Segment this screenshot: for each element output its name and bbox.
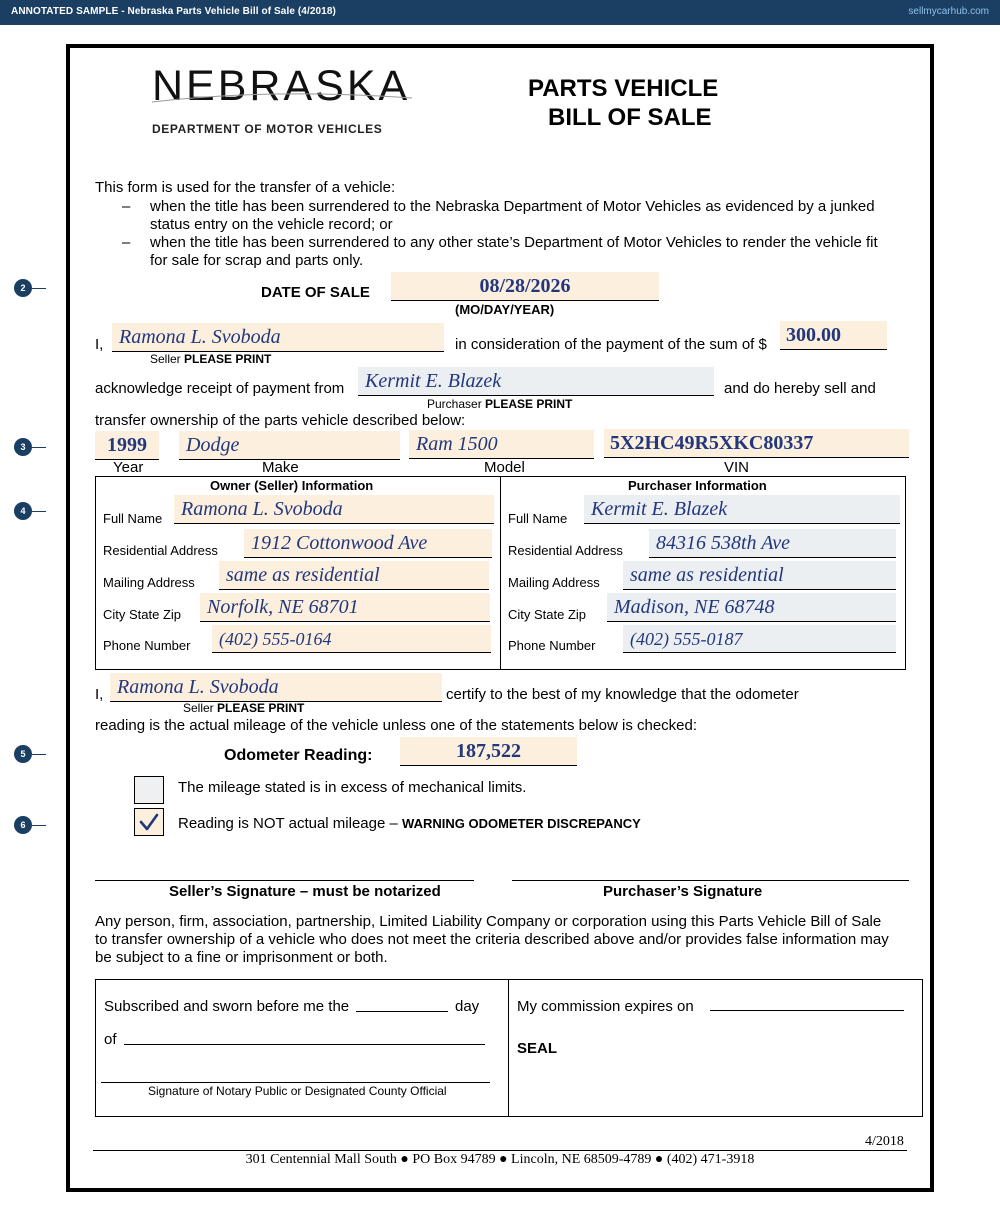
payment-amount-value: 300.00 bbox=[786, 324, 841, 346]
marker-leader bbox=[32, 288, 46, 289]
owner-phone-field[interactable] bbox=[212, 625, 491, 653]
seller-name-value: Ramona L. Svoboda bbox=[119, 326, 281, 348]
odometer-label: Odometer Reading: bbox=[224, 747, 373, 764]
annotation-marker: 2 bbox=[14, 279, 32, 297]
purchaser-mail-label: Mailing Address bbox=[508, 575, 600, 590]
marker-leader bbox=[32, 447, 46, 448]
dmv-subtitle: DEPARTMENT OF MOTOR VEHICLES bbox=[152, 122, 383, 136]
vehicle-make-field[interactable] bbox=[179, 431, 400, 460]
intro-bullet2-line2: for sale for scrap and parts only. bbox=[150, 252, 364, 269]
odometer-seller-caption: Seller PLEASE PRINT bbox=[183, 701, 305, 715]
payment-amount-field[interactable] bbox=[780, 321, 887, 350]
vehicle-model-field[interactable] bbox=[409, 430, 594, 459]
annotation-marker: 5 bbox=[14, 745, 32, 763]
reading-text: reading is the actual mileage of the vehicle unless one of the statements below is checked: bbox=[95, 717, 698, 734]
certify-text: certify to the best of my knowledge that the odometer bbox=[446, 686, 799, 703]
purchaser-name-value: Kermit E. Blazek bbox=[365, 370, 502, 392]
logo-swoosh-icon bbox=[150, 78, 415, 108]
intro-bullet1-line2: status entry on the vehicle record; or bbox=[150, 216, 393, 233]
odometer-i-prefix: I, bbox=[95, 686, 104, 703]
seller-signature-line[interactable] bbox=[95, 880, 474, 881]
notary-signature-line[interactable] bbox=[101, 1082, 490, 1083]
odometer-reading-value: 187,522 bbox=[456, 740, 521, 762]
vehicle-make-value: Dodge bbox=[186, 434, 240, 456]
purchaser-full-name-field[interactable] bbox=[584, 495, 900, 524]
notary-divider bbox=[508, 979, 509, 1117]
odometer-seller-name-value: Ramona L. Svoboda bbox=[117, 676, 279, 698]
owner-full-name-value: Ramona L. Svoboda bbox=[181, 498, 343, 520]
owner-mail-label: Mailing Address bbox=[103, 575, 195, 590]
intro-bullet2-line1: when the title has been surrendered to any other state’s Department of Motor Vehicles to render the vehicle fit bbox=[150, 234, 878, 251]
owner-full-name-label: Full Name bbox=[103, 511, 163, 526]
notary-month-field[interactable] bbox=[124, 1044, 485, 1045]
intro-lead: This form is used for the transfer of a vehicle: bbox=[95, 179, 396, 196]
form-title bbox=[528, 74, 718, 132]
purchaser-res-label: Residential Address bbox=[508, 543, 623, 558]
owner-res-field[interactable] bbox=[244, 529, 492, 558]
odometer-reading-field[interactable] bbox=[400, 737, 577, 766]
annotation-marker: 3 bbox=[14, 438, 32, 456]
date-format-hint: (MO/DAY/YEAR) bbox=[455, 302, 555, 317]
annotation-marker: 4 bbox=[14, 502, 32, 520]
owner-res-label: Residential Address bbox=[103, 543, 218, 558]
seller-name-field[interactable] bbox=[112, 323, 444, 352]
purchaser-name-field[interactable] bbox=[358, 367, 714, 396]
seller-i-prefix: I, bbox=[95, 336, 104, 353]
nebraska-logo: NEBRASKA bbox=[152, 62, 411, 110]
year-label: Year bbox=[113, 459, 144, 476]
model-label: Model bbox=[484, 459, 525, 476]
make-label: Make bbox=[262, 459, 299, 476]
date-of-sale-label: DATE OF SALE bbox=[261, 284, 370, 301]
seal-label: SEAL bbox=[517, 1040, 558, 1057]
purchaser-signature-label: Purchaser’s Signature bbox=[603, 883, 763, 900]
purchaser-caption: Purchaser PLEASE PRINT bbox=[427, 397, 573, 411]
owner-full-name-field[interactable] bbox=[174, 495, 494, 524]
owner-res-value: 1912 Cottonwood Ave bbox=[251, 532, 428, 554]
owner-phone-label: Phone Number bbox=[103, 638, 191, 653]
owner-mail-value: same as residential bbox=[226, 564, 380, 586]
vehicle-vin-value: 5X2HC49R5XKC80337 bbox=[610, 432, 814, 454]
consideration-text: in consideration of the payment of the sum of $ bbox=[455, 336, 767, 353]
purchaser-res-value: 84316 538th Ave bbox=[656, 532, 791, 554]
vin-label: VIN bbox=[724, 459, 750, 476]
annotation-banner bbox=[0, 0, 1000, 25]
purchaser-res-field[interactable] bbox=[649, 529, 896, 558]
marker-leader bbox=[32, 511, 46, 512]
purchaser-phone-label: Phone Number bbox=[508, 638, 596, 653]
banner-title: ANNOTATED SAMPLE - Nebraska Parts Vehicle Bill of Sale (4/2018) bbox=[11, 6, 336, 17]
form-title-line1: PARTS VEHICLE bbox=[528, 75, 719, 102]
commission-date-field[interactable] bbox=[710, 1010, 904, 1011]
intro-bullet1-line1: when the title has been surrendered to the Nebraska Department of Motor Vehicles as evidenced by a junked bbox=[150, 198, 875, 215]
vehicle-year-value: 1999 bbox=[107, 434, 147, 456]
owner-phone-value: (402) 555-0164 bbox=[219, 629, 332, 649]
purchaser-full-name-label: Full Name bbox=[508, 511, 568, 526]
form-title-line2: BILL OF SALE bbox=[548, 104, 712, 131]
mechanical-limits-label: The mileage stated is in excess of mechanical limits. bbox=[178, 779, 527, 796]
banner-site-link[interactable]: sellmycarhub.com bbox=[908, 6, 989, 17]
footer-address: 301 Centennial Mall South ● PO Box 94789 ● Lincoln, NE 68509-4789 ● (402) 471-3918 bbox=[245, 1152, 755, 1167]
of-text: of bbox=[104, 1031, 117, 1048]
odometer-seller-name-field[interactable] bbox=[110, 673, 442, 702]
warning-line2: to transfer ownership of a vehicle who does not meet the criteria described above and/or provides false information may bbox=[95, 931, 889, 948]
subscribed-text: Subscribed and sworn before me the bbox=[104, 998, 350, 1015]
footer-rule bbox=[93, 1150, 907, 1151]
seller-signature-label: Seller’s Signature – must be notarized bbox=[169, 883, 441, 900]
purchaser-mail-value: same as residential bbox=[630, 564, 784, 586]
bullet-dash: – bbox=[122, 234, 131, 251]
purchaser-phone-field[interactable] bbox=[623, 625, 896, 653]
purchaser-csz-value: Madison, NE 68748 bbox=[614, 596, 775, 618]
notary-day-field[interactable] bbox=[356, 1011, 448, 1012]
transfer-text: transfer ownership of the parts vehicle described below: bbox=[95, 412, 466, 429]
purchaser-signature-line[interactable] bbox=[512, 880, 909, 881]
purchaser-mail-field[interactable] bbox=[623, 561, 896, 590]
owner-heading: Owner (Seller) Information bbox=[210, 478, 374, 493]
vehicle-vin-field[interactable] bbox=[604, 429, 909, 458]
warning-line1: Any person, firm, association, partnership, Limited Liability Company or corporation using this Parts Vehicle Bill of Sale bbox=[95, 913, 882, 930]
commission-text: My commission expires on bbox=[517, 998, 694, 1015]
not-actual-mileage-checkbox[interactable] bbox=[134, 808, 164, 836]
marker-leader bbox=[32, 754, 46, 755]
purchaser-csz-field[interactable] bbox=[607, 593, 896, 622]
bullet-dash: – bbox=[122, 198, 131, 215]
date-of-sale-field[interactable] bbox=[391, 272, 659, 301]
notary-signature-label: Signature of Notary Public or Designated County Official bbox=[148, 1084, 447, 1098]
day-text: day bbox=[455, 998, 480, 1015]
owner-csz-label: City State Zip bbox=[103, 607, 182, 622]
annotation-marker: 6 bbox=[14, 816, 32, 834]
owner-csz-value: Norfolk, NE 68701 bbox=[207, 596, 359, 618]
acknowledge-text: acknowledge receipt of payment from bbox=[95, 380, 345, 397]
purchaser-full-name-value: Kermit E. Blazek bbox=[591, 498, 728, 520]
date-of-sale-value: 08/28/2026 bbox=[479, 275, 571, 297]
marker-leader bbox=[32, 825, 46, 826]
warning-line3: be subject to a fine or imprisonment or both. bbox=[95, 949, 388, 966]
not-actual-mileage-label: Reading is NOT actual mileage – WARNING ODOMETER DISCREPANCY bbox=[178, 815, 641, 832]
purchaser-phone-value: (402) 555-0187 bbox=[630, 629, 743, 649]
purchaser-csz-label: City State Zip bbox=[508, 607, 587, 622]
vehicle-model-value: Ram 1500 bbox=[416, 433, 498, 455]
purchaser-heading: Purchaser Information bbox=[628, 478, 767, 493]
sell-text: and do hereby sell and bbox=[724, 380, 876, 397]
mechanical-limits-checkbox[interactable] bbox=[134, 776, 164, 804]
checkmark-icon bbox=[138, 811, 160, 833]
seller-caption: Seller PLEASE PRINT bbox=[150, 352, 272, 366]
revision-date: 4/2018 bbox=[865, 1134, 904, 1149]
owner-csz-field[interactable] bbox=[200, 593, 490, 622]
vehicle-year-field[interactable] bbox=[95, 431, 159, 460]
owner-mail-field[interactable] bbox=[219, 561, 489, 590]
party-info-divider bbox=[500, 476, 501, 670]
